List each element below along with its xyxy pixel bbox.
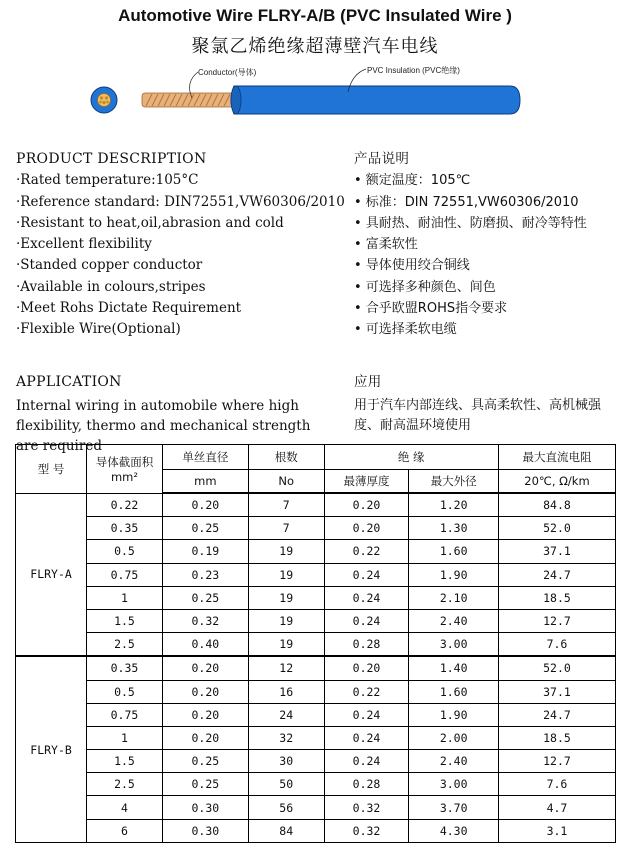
table-row bbox=[16, 633, 616, 657]
table-row bbox=[16, 680, 616, 703]
table-cell: 56 bbox=[248, 796, 324, 819]
table-cell: 0.25 bbox=[162, 773, 248, 796]
header-insulation: 绝 缘 bbox=[324, 445, 498, 470]
table-cell: 19 bbox=[248, 633, 324, 657]
description-item: • 富柔软性 bbox=[354, 237, 418, 253]
description-item: ·Meet Rohs Dictate Requirement bbox=[16, 300, 242, 317]
table-cell: 24.7 bbox=[498, 703, 615, 726]
table-cell: 0.25 bbox=[162, 517, 248, 540]
cable-insulation bbox=[231, 86, 520, 114]
table-cell: 2.5 bbox=[87, 773, 163, 796]
table-cell: 7 bbox=[248, 517, 324, 540]
table-cell: 7.6 bbox=[498, 633, 615, 657]
table-cell: 0.30 bbox=[162, 819, 248, 842]
table-cell: 0.25 bbox=[162, 750, 248, 773]
table-cell: 0.20 bbox=[162, 493, 248, 517]
model-cell: FLRY-A bbox=[16, 493, 87, 656]
table-cell: 2.40 bbox=[409, 609, 498, 632]
table-cell: 3.1 bbox=[498, 819, 615, 842]
description-item: • 标准：DIN 72551,VW60306/2010 bbox=[354, 194, 579, 210]
table-cell: 7.6 bbox=[498, 773, 615, 796]
header-section: 导体截面积mm² bbox=[87, 445, 163, 494]
title-chinese: 聚氯乙烯绝缘超薄壁汽车电线 bbox=[191, 36, 439, 57]
table-cell: 4.7 bbox=[498, 796, 615, 819]
table-cell: 0.75 bbox=[87, 703, 163, 726]
table-cell: 52.0 bbox=[498, 656, 615, 680]
table-cell: 3.00 bbox=[409, 633, 498, 657]
description-item: • 具耐热、耐油性、防磨损、耐冷等特性 bbox=[354, 215, 587, 231]
table-cell: 0.35 bbox=[87, 656, 163, 680]
table-cell: 0.24 bbox=[324, 703, 409, 726]
table-cell: 84 bbox=[248, 819, 324, 842]
table-cell: 1.90 bbox=[409, 703, 498, 726]
description-item: • 导体使用绞合铜线 bbox=[354, 258, 470, 274]
description-english bbox=[16, 149, 346, 341]
description-item: • 可选择柔软电缆 bbox=[354, 322, 457, 338]
table-row bbox=[16, 493, 616, 517]
table-cell: 0.24 bbox=[324, 586, 409, 609]
table-cell: 0.28 bbox=[324, 633, 409, 657]
table-cell: 1.40 bbox=[409, 656, 498, 680]
table-cell: 0.24 bbox=[324, 750, 409, 773]
table-cell: 0.23 bbox=[162, 563, 248, 586]
table-cell: 1 bbox=[87, 726, 163, 749]
table-cell: 7 bbox=[248, 493, 324, 517]
table-cell: 2.40 bbox=[409, 750, 498, 773]
application-heading-cn-text: 应用 bbox=[354, 374, 382, 390]
conductor-label: Conductor(导体) bbox=[198, 68, 257, 77]
table-row bbox=[16, 796, 616, 819]
title-english: Automotive Wire FLRY-A/B (PVC Insulated Wire ) bbox=[118, 6, 512, 25]
table-cell: 0.5 bbox=[87, 680, 163, 703]
table-cell: 4 bbox=[87, 796, 163, 819]
table-cell: 0.28 bbox=[324, 773, 409, 796]
table-cell: 0.19 bbox=[162, 540, 248, 563]
table-cell: 12 bbox=[248, 656, 324, 680]
table-cell: 3.00 bbox=[409, 773, 498, 796]
spec-table bbox=[15, 444, 616, 843]
table-cell: 3.70 bbox=[409, 796, 498, 819]
table-cell: 37.1 bbox=[498, 680, 615, 703]
table-row bbox=[16, 517, 616, 540]
table-cell: 4.30 bbox=[409, 819, 498, 842]
table-cell: 0.20 bbox=[324, 656, 409, 680]
table-cell: 0.25 bbox=[162, 586, 248, 609]
table-cell: 0.40 bbox=[162, 633, 248, 657]
table-row bbox=[16, 609, 616, 632]
table-cell: 18.5 bbox=[498, 586, 615, 609]
table-row bbox=[16, 540, 616, 563]
table-cell: 84.8 bbox=[498, 493, 615, 517]
header-min-thickness: 最薄厚度 bbox=[324, 470, 409, 494]
table-cell: 30 bbox=[248, 750, 324, 773]
table-cell: 0.20 bbox=[162, 726, 248, 749]
description-item: ·Excellent flexibility bbox=[16, 236, 152, 253]
table-cell: 0.20 bbox=[162, 656, 248, 680]
header-resistance: 最大直流电阻 bbox=[498, 445, 615, 470]
header-count-unit: No bbox=[248, 470, 324, 494]
table-cell: 32 bbox=[248, 726, 324, 749]
table-cell: 50 bbox=[248, 773, 324, 796]
description-item: ·Flexible Wire(Optional) bbox=[16, 321, 181, 338]
description-item: ·Standed copper conductor bbox=[16, 257, 203, 274]
table-cell: 0.20 bbox=[162, 703, 248, 726]
table-cell: 1.60 bbox=[409, 540, 498, 563]
description-item: ·Available in colours,stripes bbox=[16, 278, 206, 295]
table-row bbox=[16, 656, 616, 680]
table-cell: 19 bbox=[248, 586, 324, 609]
header-max-od: 最大外径 bbox=[409, 470, 498, 494]
table-cell: 1.5 bbox=[87, 609, 163, 632]
table-cell: 0.24 bbox=[324, 726, 409, 749]
description-item: • 可选择多种颜色、间色 bbox=[354, 279, 496, 295]
table-cell: 0.20 bbox=[162, 680, 248, 703]
description-item: • 合乎欧盟ROHS指令要求 bbox=[354, 301, 508, 317]
header-resistance-unit: 20℃, Ω/km bbox=[498, 470, 615, 494]
cable-conductor bbox=[142, 93, 234, 107]
table-cell: 1.60 bbox=[409, 680, 498, 703]
table-row bbox=[16, 750, 616, 773]
table-cell: 0.22 bbox=[324, 540, 409, 563]
table-cell: 0.32 bbox=[324, 819, 409, 842]
description-heading-cn: 产品说明 bbox=[354, 151, 410, 167]
model-cell: FLRY-B bbox=[16, 656, 87, 842]
description-item: • 额定温度：105℃ bbox=[354, 173, 471, 189]
table-cell: 52.0 bbox=[498, 517, 615, 540]
cable-illustration bbox=[80, 62, 530, 122]
table-cell: 0.5 bbox=[87, 540, 163, 563]
table-cell: 1.20 bbox=[409, 493, 498, 517]
table-cell: 0.32 bbox=[324, 796, 409, 819]
header-count: 根数 bbox=[248, 445, 324, 470]
header-strand-unit: mm bbox=[162, 470, 248, 494]
table-cell: 0.30 bbox=[162, 796, 248, 819]
header-strand-diameter: 单丝直径 bbox=[162, 445, 248, 470]
table-cell: 0.32 bbox=[162, 609, 248, 632]
table-cell: 1.5 bbox=[87, 750, 163, 773]
table-cell: 12.7 bbox=[498, 609, 615, 632]
application-heading-en-text: APPLICATION bbox=[16, 374, 122, 390]
table-cell: 2.10 bbox=[409, 586, 498, 609]
application-text-en: Internal wiring in automobile where high flexibility, thermo and mechanical strength are required bbox=[16, 398, 311, 454]
table-cell: 2.5 bbox=[87, 633, 163, 657]
cable-cross-section bbox=[91, 87, 117, 113]
table-cell: 1.30 bbox=[409, 517, 498, 540]
table-row bbox=[16, 773, 616, 796]
table-row bbox=[16, 703, 616, 726]
table-cell: 6 bbox=[87, 819, 163, 842]
table-cell: 24.7 bbox=[498, 563, 615, 586]
application-heading-en bbox=[16, 372, 122, 393]
table-cell: 1 bbox=[87, 586, 163, 609]
table-cell: 19 bbox=[248, 563, 324, 586]
table-cell: 12.7 bbox=[498, 750, 615, 773]
table-cell: 19 bbox=[248, 609, 324, 632]
table-cell: 37.1 bbox=[498, 540, 615, 563]
table-row bbox=[16, 586, 616, 609]
table-cell: 1.90 bbox=[409, 563, 498, 586]
application-heading-cn bbox=[354, 372, 382, 393]
description-heading-en: PRODUCT DESCRIPTION bbox=[16, 151, 207, 167]
description-item: ·Rated temperature:105°C bbox=[16, 172, 199, 189]
header-model: 型 号 bbox=[16, 445, 87, 494]
table-row bbox=[16, 726, 616, 749]
insulation-label: PVC Insulation (PVC绝缘) bbox=[367, 66, 460, 75]
table-cell: 2.00 bbox=[409, 726, 498, 749]
table-cell: 18.5 bbox=[498, 726, 615, 749]
spec-table-body bbox=[16, 493, 616, 842]
table-cell: 19 bbox=[248, 540, 324, 563]
table-cell: 0.22 bbox=[87, 493, 163, 517]
table-cell: 0.22 bbox=[324, 680, 409, 703]
table-cell: 0.24 bbox=[324, 563, 409, 586]
table-cell: 0.20 bbox=[324, 493, 409, 517]
application-text-cn: 用于汽车内部连线、具高柔软性、高机械强度、耐高温环境使用 bbox=[354, 398, 602, 433]
table-cell: 0.75 bbox=[87, 563, 163, 586]
description-item: ·Reference standard: DIN72551,VW60306/2010 bbox=[16, 193, 345, 210]
table-cell: 16 bbox=[248, 680, 324, 703]
table-cell: 24 bbox=[248, 703, 324, 726]
table-cell: 0.20 bbox=[324, 517, 409, 540]
table-cell: 0.35 bbox=[87, 517, 163, 540]
description-chinese bbox=[354, 149, 629, 341]
description-item: ·Resistant to heat,oil,abrasion and cold bbox=[16, 214, 284, 231]
table-row bbox=[16, 563, 616, 586]
table-cell: 0.24 bbox=[324, 609, 409, 632]
